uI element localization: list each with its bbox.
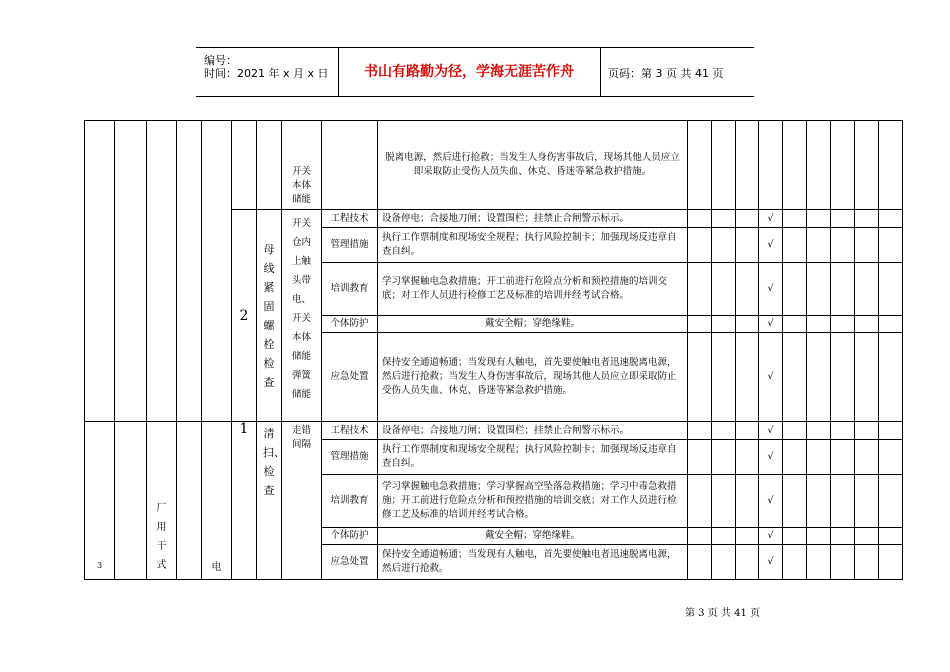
check-cell bbox=[736, 545, 759, 580]
check-cell bbox=[807, 210, 831, 228]
equipment-col-cell: 电 bbox=[202, 422, 232, 580]
check-cell bbox=[831, 263, 855, 316]
hazard-text: 开关仓内上触头带电、开关本体储能弹簧储能 bbox=[291, 218, 311, 400]
check-cell bbox=[759, 121, 783, 210]
measure-text: 学习掌握触电急救措施；开工前进行危险点分析和预控措施的培训交底；对工作人员进行检修工艺及标准的培训并经考试合格。 bbox=[378, 263, 688, 316]
check-mark: √ bbox=[759, 210, 783, 228]
hazard-text: 开关本体储能 bbox=[291, 166, 311, 205]
check-cell bbox=[736, 316, 759, 333]
check-mark: √ bbox=[759, 422, 783, 440]
check-cell bbox=[855, 228, 879, 263]
check-mark: √ bbox=[759, 528, 783, 545]
page-footer: 第 3 页 共 41 页 bbox=[685, 608, 760, 619]
check-cell bbox=[807, 316, 831, 333]
measure-text: 执行工作票制度和现场安全规程；执行风险控制卡；加强现场反违章自查自纠。 bbox=[378, 228, 688, 263]
unit-cell bbox=[115, 422, 147, 580]
check-cell bbox=[807, 121, 831, 210]
check-cell bbox=[736, 263, 759, 316]
risk-control-table bbox=[84, 120, 903, 580]
check-mark: √ bbox=[759, 263, 783, 316]
header-meta bbox=[196, 48, 339, 96]
check-cell bbox=[879, 475, 903, 528]
measure-text: 执行工作票制度和现场安全规程；执行风险控制卡；加强现场反违章自查自纠。 bbox=[378, 440, 688, 475]
check-mark: √ bbox=[759, 545, 783, 580]
check-cell bbox=[736, 228, 759, 263]
check-cell bbox=[879, 263, 903, 316]
check-cell bbox=[783, 316, 807, 333]
check-cell bbox=[736, 333, 759, 422]
measure-type-cell: 管理措施 bbox=[322, 228, 378, 263]
check-cell bbox=[831, 440, 855, 475]
check-cell bbox=[712, 440, 736, 475]
measure-type-cell: 应急处置 bbox=[322, 333, 378, 422]
check-cell bbox=[688, 263, 712, 316]
check-cell bbox=[879, 316, 903, 333]
check-cell bbox=[855, 263, 879, 316]
check-cell bbox=[783, 440, 807, 475]
equipment-text: 厂用干式 bbox=[156, 503, 167, 571]
check-mark: √ bbox=[759, 316, 783, 333]
measure-type-cell: 个体防护 bbox=[322, 316, 378, 333]
measure-text: 戴安全帽；穿绝缘鞋。 bbox=[378, 528, 688, 545]
check-cell bbox=[807, 440, 831, 475]
check-cell bbox=[712, 263, 736, 316]
equipment-sub-cell bbox=[177, 422, 202, 580]
check-cell bbox=[855, 121, 879, 210]
check-cell bbox=[831, 228, 855, 263]
check-cell bbox=[783, 333, 807, 422]
step-no-cell bbox=[232, 121, 257, 210]
equipment-sub-cell bbox=[177, 121, 202, 422]
table-row bbox=[85, 121, 903, 210]
time-label: 时间：2021 年 x 月 x 日 bbox=[204, 67, 329, 80]
measure-type-cell: 工程技术 bbox=[322, 210, 378, 228]
check-cell bbox=[712, 228, 736, 263]
unit-cell bbox=[115, 121, 147, 422]
check-cell bbox=[688, 121, 712, 210]
measure-type-cell: 个体防护 bbox=[322, 528, 378, 545]
equipment-col-cell bbox=[202, 121, 232, 422]
hazard-cell bbox=[282, 422, 322, 580]
check-cell bbox=[688, 333, 712, 422]
step-name-cell bbox=[257, 422, 285, 580]
check-cell bbox=[783, 121, 807, 210]
header-motto: 书山有路勤为径，学海无涯苦作舟 bbox=[338, 48, 601, 96]
check-cell bbox=[831, 475, 855, 528]
measure-type-cell: 培训教育 bbox=[322, 263, 378, 316]
check-cell bbox=[855, 475, 879, 528]
page-header bbox=[196, 47, 754, 97]
index-cell: 3 bbox=[85, 422, 115, 580]
hazard-text: 走错间隔 bbox=[291, 425, 311, 450]
check-cell bbox=[736, 422, 759, 440]
check-cell bbox=[807, 263, 831, 316]
check-cell bbox=[736, 121, 759, 210]
equipment-cell bbox=[147, 422, 177, 580]
check-cell bbox=[712, 545, 736, 580]
check-mark: √ bbox=[759, 475, 783, 528]
step-name-cell bbox=[257, 121, 282, 210]
step-no-cell: 2 bbox=[232, 210, 257, 422]
hazard-cell bbox=[282, 210, 322, 422]
check-cell bbox=[855, 440, 879, 475]
check-cell bbox=[712, 528, 736, 545]
measure-type-cell: 工程技术 bbox=[322, 422, 378, 440]
check-mark: √ bbox=[759, 228, 783, 263]
check-cell bbox=[807, 422, 831, 440]
check-cell bbox=[688, 228, 712, 263]
check-cell bbox=[855, 316, 879, 333]
measure-text: 戴安全帽；穿绝缘鞋。 bbox=[378, 316, 688, 333]
check-cell bbox=[688, 440, 712, 475]
step-name-text: 母线紧固螺栓检查 bbox=[263, 242, 275, 389]
check-cell bbox=[712, 121, 736, 210]
check-cell bbox=[712, 333, 736, 422]
measure-type-cell: 应急处置 bbox=[322, 545, 378, 580]
number-label: 编号： bbox=[204, 54, 237, 67]
measure-text: 脱离电源，然后进行抢救；当发生人身伤害事故后，现场其他人员应立即采取防止受伤人员失血、休克、昏迷等紧急救护措施。 bbox=[378, 121, 688, 210]
check-cell bbox=[783, 528, 807, 545]
check-cell bbox=[736, 475, 759, 528]
check-cell bbox=[736, 210, 759, 228]
check-cell bbox=[831, 210, 855, 228]
measure-type-cell: 管理措施 bbox=[322, 440, 378, 475]
check-cell bbox=[688, 475, 712, 528]
check-cell bbox=[879, 422, 903, 440]
check-cell bbox=[688, 545, 712, 580]
check-cell bbox=[688, 210, 712, 228]
check-mark: √ bbox=[759, 333, 783, 422]
check-cell bbox=[807, 333, 831, 422]
check-cell bbox=[712, 210, 736, 228]
hazard-cell bbox=[282, 121, 322, 210]
check-cell bbox=[807, 228, 831, 263]
measure-text: 保持安全通道畅通；当发现有人触电，首先要使触电者迅速脱离电源，然后进行抢救。 bbox=[378, 545, 688, 580]
check-cell bbox=[783, 228, 807, 263]
check-cell bbox=[879, 528, 903, 545]
check-cell bbox=[879, 333, 903, 422]
check-cell bbox=[736, 528, 759, 545]
measure-text: 学习掌握触电急救措施；学习掌握高空坠落急救措施；学习中毒急救措施；开工前进行危险点分析和预控措施的培训交底；对工作人员进行检修工艺及标准的培训并经考试合格。 bbox=[378, 475, 688, 528]
check-cell bbox=[855, 333, 879, 422]
check-cell bbox=[879, 121, 903, 210]
check-cell bbox=[831, 528, 855, 545]
check-cell bbox=[688, 316, 712, 333]
check-cell bbox=[783, 475, 807, 528]
check-cell bbox=[831, 422, 855, 440]
measure-text: 保持安全通道畅通；当发现有人触电，首先要使触电者迅速脱离电源，然后进行抢救；当发生人身伤害事故后，现场其他人员应立即采取防止受伤人员失血、休克、昏迷等紧急救护措施。 bbox=[378, 333, 688, 422]
step-name-cell bbox=[257, 210, 282, 422]
check-cell bbox=[712, 475, 736, 528]
step-name-text: 清扫、检查 bbox=[263, 427, 285, 497]
check-cell bbox=[855, 422, 879, 440]
equipment-cell bbox=[147, 121, 177, 422]
check-mark: √ bbox=[759, 440, 783, 475]
check-cell bbox=[879, 210, 903, 228]
check-cell bbox=[783, 545, 807, 580]
table-row bbox=[85, 422, 903, 440]
check-cell bbox=[831, 316, 855, 333]
check-cell bbox=[831, 333, 855, 422]
check-cell bbox=[855, 545, 879, 580]
check-cell bbox=[831, 121, 855, 210]
check-cell bbox=[831, 545, 855, 580]
measure-type-cell bbox=[322, 121, 378, 210]
check-cell bbox=[688, 528, 712, 545]
check-cell bbox=[736, 440, 759, 475]
measure-type-cell: 培训教育 bbox=[322, 475, 378, 528]
check-cell bbox=[783, 263, 807, 316]
measure-text: 设备停电；合接地刀闸；设置围栏；挂禁止合闸警示标示。 bbox=[378, 210, 688, 228]
check-cell bbox=[855, 528, 879, 545]
check-cell bbox=[855, 210, 879, 228]
header-page-label: 页码：第 3 页 共 41 页 bbox=[608, 67, 724, 80]
step-no-cell: 1 bbox=[232, 422, 257, 580]
check-cell bbox=[807, 545, 831, 580]
check-cell bbox=[712, 422, 736, 440]
check-cell bbox=[807, 475, 831, 528]
check-cell bbox=[807, 528, 831, 545]
check-cell bbox=[879, 228, 903, 263]
check-cell bbox=[879, 440, 903, 475]
check-cell bbox=[783, 422, 807, 440]
check-cell bbox=[688, 422, 712, 440]
check-cell bbox=[879, 545, 903, 580]
check-cell bbox=[712, 316, 736, 333]
check-cell bbox=[783, 210, 807, 228]
index-cell bbox=[85, 121, 115, 422]
measure-text: 设备停电；合接地刀闸；设置围栏；挂禁止合闸警示标示。 bbox=[378, 422, 688, 440]
